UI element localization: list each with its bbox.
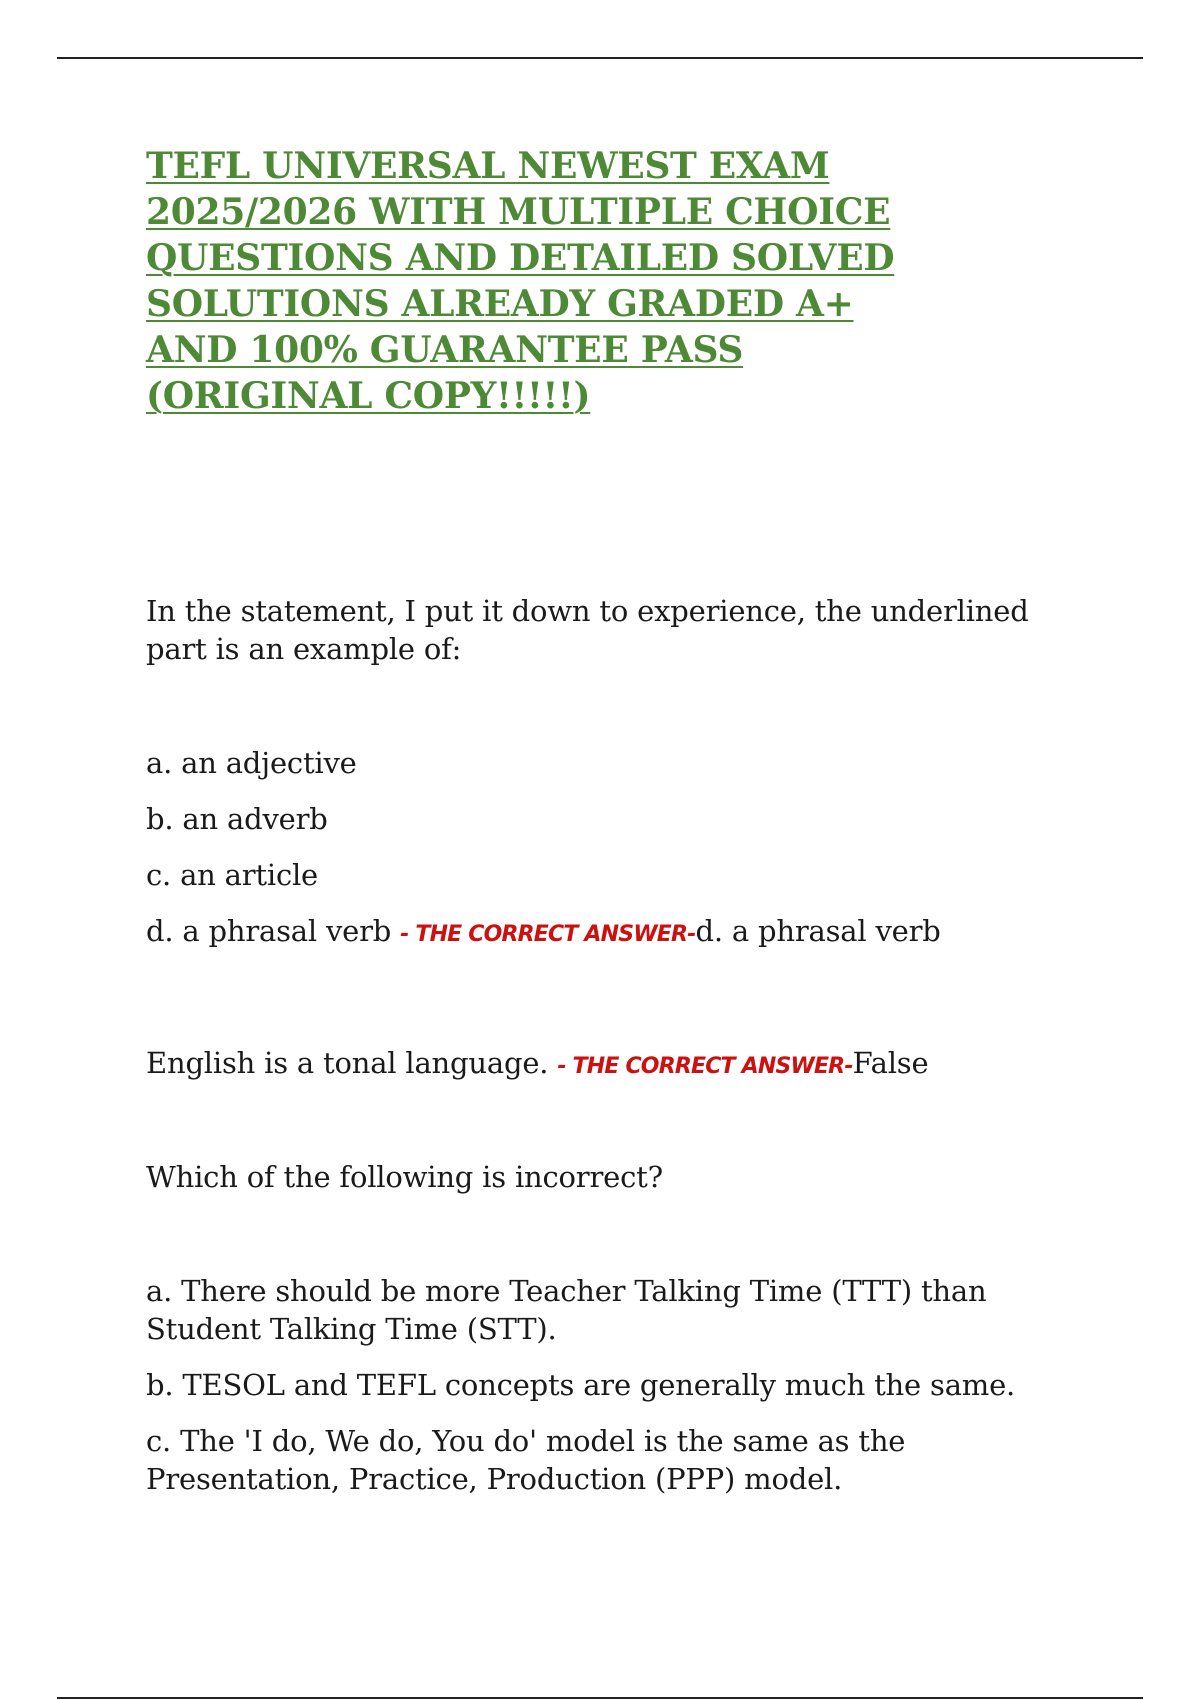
title-line: 2025/2026 WITH MULTIPLE CHOICE <box>146 191 891 233</box>
answer-option: b. an adverb <box>146 802 328 836</box>
answer-option-with-answer <box>146 912 1066 954</box>
title-line: SOLUTIONS ALREADY GRADED A+ <box>146 283 854 325</box>
answer-option: a. an adjective <box>146 746 357 780</box>
title-line: AND 100% GUARANTEE PASS <box>146 329 744 371</box>
answer-option: d. a phrasal verb <box>146 914 392 948</box>
document-body <box>146 592 1066 1516</box>
answer-option: b. TESOL and TEFL concepts are generally much the same. <box>146 1368 1016 1402</box>
correct-answer-marker: - THE CORRECT ANSWER- <box>557 1054 853 1079</box>
top-rule <box>57 57 1143 59</box>
title-line: QUESTIONS AND DETAILED SOLVED <box>146 237 895 279</box>
answer-option: a. There should be more Teacher Talking Time (TTT) than Student Talking Time (STT). <box>146 1274 987 1346</box>
question-block <box>146 592 1066 954</box>
question-block <box>146 1158 1066 1498</box>
question-block <box>146 1044 1066 1086</box>
document-title <box>146 143 1006 419</box>
title-line: TEFL UNIVERSAL NEWEST EXAM <box>146 145 830 187</box>
question-prompt: English is a tonal language. <box>146 1046 549 1080</box>
title-line: (ORIGINAL COPY!!!!!) <box>146 375 591 417</box>
answer-option: c. an article <box>146 858 319 892</box>
question-prompt: Which of the following is incorrect? <box>146 1160 663 1194</box>
answer-option: c. The 'I do, We do, You do' model is the same as the Presentation, Practice, Production (PPP) model. <box>146 1424 906 1496</box>
question-prompt: In the statement, I put it down to experience, the underlined part is an example of: <box>146 594 1029 666</box>
correct-answer: d. a phrasal verb <box>695 914 941 948</box>
correct-answer: False <box>852 1046 929 1080</box>
question-with-answer <box>146 1044 1066 1086</box>
bottom-rule <box>57 1697 1143 1699</box>
correct-answer-marker: - THE CORRECT ANSWER- <box>400 922 696 947</box>
